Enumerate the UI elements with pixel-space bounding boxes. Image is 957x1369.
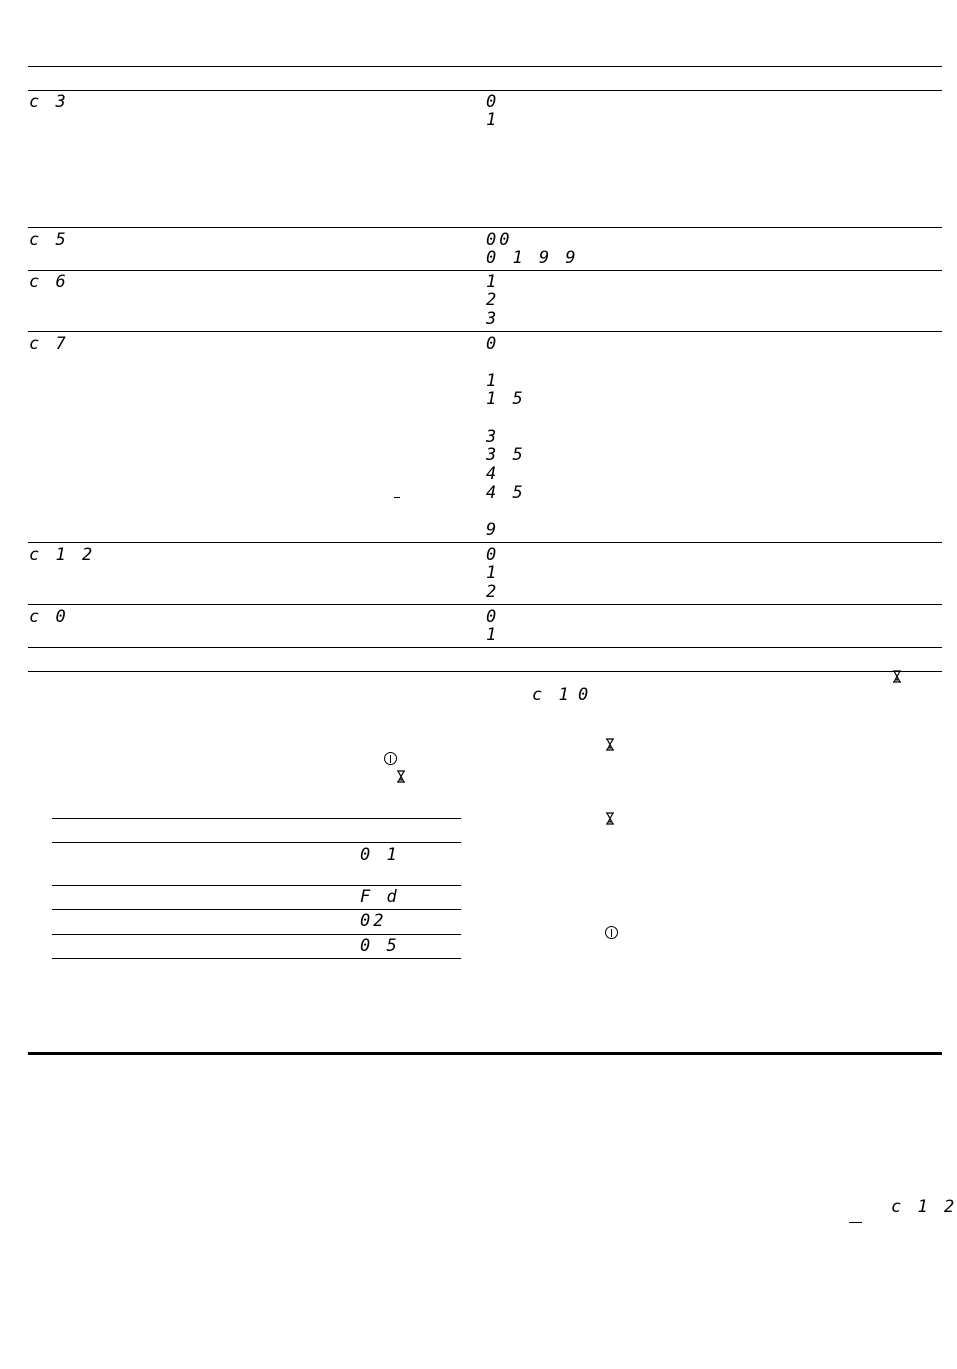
table-cell: 02 <box>360 911 387 931</box>
setting-value: 3 <box>486 309 500 329</box>
underscore-mark <box>849 1222 862 1223</box>
setting-value: 4 5 <box>486 483 526 503</box>
power-icon <box>384 752 397 765</box>
setting-value: 4 <box>486 464 500 484</box>
setting-code: c 1 2 <box>29 545 96 565</box>
setting-value: 2 <box>486 582 500 602</box>
row-divider <box>28 227 942 228</box>
table-cell: 0 1 <box>360 845 400 865</box>
code-display: c 1 <box>532 685 572 705</box>
table-top-rule <box>52 818 461 819</box>
setting-value: 1 <box>486 110 500 130</box>
setting-value: 00 <box>486 230 513 250</box>
code-display: c 1 2 <box>891 1197 957 1217</box>
section-divider <box>28 1052 942 1055</box>
setting-value: 0 <box>486 545 500 565</box>
row-divider <box>28 604 942 605</box>
row-divider <box>52 909 461 910</box>
table-top-rule <box>28 66 942 67</box>
row-divider <box>28 331 942 332</box>
code-display: 0 <box>578 685 592 705</box>
row-divider <box>28 647 942 648</box>
setting-value: 9 <box>486 520 500 540</box>
hourglass-icon <box>396 770 406 783</box>
setting-code: c 7 <box>29 334 69 354</box>
setting-value: 0 <box>486 334 500 354</box>
setting-code: c 5 <box>29 230 69 250</box>
table-bottom-rule <box>52 958 461 959</box>
setting-value: 0 1 9 9 <box>486 248 579 268</box>
setting-value: 3 <box>486 427 500 447</box>
setting-code: c 3 <box>29 92 69 112</box>
setting-value: 2 <box>486 290 500 310</box>
row-divider <box>52 885 461 886</box>
setting-value: 0 <box>486 92 500 112</box>
setting-value: 1 5 <box>486 389 526 409</box>
setting-value: 0 <box>486 607 500 627</box>
hourglass-icon <box>892 670 902 683</box>
hourglass-icon <box>605 738 615 751</box>
table-cell: F d <box>360 887 400 907</box>
setting-value: 1 <box>486 272 500 292</box>
table-header-rule <box>28 90 942 91</box>
setting-value: 1 <box>486 625 500 645</box>
setting-code: c 0 <box>29 607 69 627</box>
power-icon <box>605 926 618 939</box>
table-bottom-rule <box>28 671 942 672</box>
dash-mark <box>394 497 400 498</box>
setting-value: 1 <box>486 371 500 391</box>
row-divider <box>52 934 461 935</box>
setting-value: 3 5 <box>486 445 526 465</box>
setting-code: c 6 <box>29 272 69 292</box>
row-divider <box>28 542 942 543</box>
row-divider <box>28 270 942 271</box>
hourglass-icon <box>605 812 615 825</box>
table-header-rule <box>52 842 461 843</box>
table-cell: 0 5 <box>360 936 400 956</box>
setting-value: 1 <box>486 563 500 583</box>
